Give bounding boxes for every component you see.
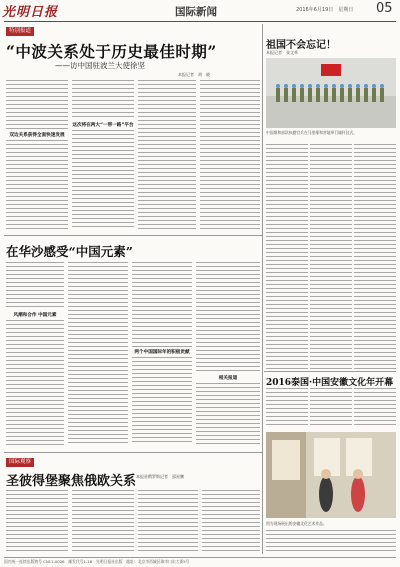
article2-subtitle: 相关报道: [218, 376, 238, 381]
newspaper-logo: 光明日报: [2, 5, 59, 20]
article4-text-column: [354, 144, 396, 369]
byline-article3: 本报驻俄罗斯记者 邵星鹏: [136, 474, 184, 479]
article5-text-column: [266, 388, 308, 428]
article1-text-column: [72, 80, 134, 120]
article1-text-column: [6, 80, 68, 130]
article1-text-column: [200, 80, 260, 230]
page-footer: 国内统一连续出版物号 CN11-0026 邮发代号1-16 光明日报社出版 地址：北京市西城区珠市口东大街5号: [4, 557, 396, 565]
issue-date: 2016年6月19日 星期日: [296, 7, 354, 13]
headline-warsaw-china-elements[interactable]: 在华沙感受“中国元素”: [6, 244, 133, 259]
photo-caption-article4: 中国维和部队执勤官兵在马里维和营地举行缅怀仪式。: [266, 130, 358, 135]
article2-text-column: [6, 320, 64, 445]
article3-text-column: [72, 490, 134, 552]
divider: [4, 452, 262, 453]
article2-text-column: [68, 262, 128, 445]
byline-article4: 本报记者 张文革: [266, 50, 298, 55]
article2-text-column: [6, 262, 64, 310]
column-divider: [262, 24, 263, 554]
article1-text-column: [72, 130, 134, 230]
headline-china-poland[interactable]: “中波关系处于历史最佳时期”: [6, 42, 217, 61]
article4-text-column: [266, 144, 308, 369]
section-title: 国际新闻: [175, 6, 217, 18]
photo-exhibition: [266, 432, 396, 518]
article5-text-column: [354, 388, 396, 428]
article1-subtitle: 这次将在两大“一带一路”平台: [72, 123, 134, 128]
headline-thailand-anhui-culture-year[interactable]: 2016泰国·中国安徽文化年开幕: [266, 378, 394, 388]
article5-text-column: [310, 388, 352, 428]
article2-subtitle: 两个中国国际年的积极贡献: [134, 350, 190, 355]
photo-caption-article5: 图为现场展出的安徽文化艺术作品。: [266, 521, 327, 526]
article3-text-column: [6, 490, 68, 552]
article2-subtitle: 风潮和合作 中国元素: [13, 313, 57, 318]
article1-text-column: [6, 140, 68, 230]
headline-motherland-will-not-forget[interactable]: 祖国不会忘记！: [266, 40, 336, 51]
article2-text-column: [132, 357, 192, 445]
article4-text-column: [310, 144, 352, 369]
article1-text-column: [138, 80, 196, 230]
section-tag-international-observation: 国际观察: [6, 458, 34, 467]
divider: [264, 371, 396, 372]
section-tag-special-report: 特别报道: [6, 27, 34, 36]
article1-subtitle: 双边关系获得全面快速发展: [9, 133, 65, 138]
byline-article1: 本报记者 胡 晓: [178, 72, 210, 77]
article2-text-column: [132, 262, 192, 347]
article5-text-column: [266, 530, 396, 552]
article2-text-column: [196, 383, 260, 445]
page-number: 05: [376, 1, 393, 16]
headline-st-petersburg[interactable]: 圣彼得堡聚焦俄欧关系: [6, 474, 137, 489]
photo-memorial-ceremony: [266, 58, 396, 128]
article3-text-column: [138, 490, 198, 552]
divider: [4, 235, 262, 236]
article2-text-column: [196, 262, 260, 372]
article3-text-column: [202, 490, 260, 552]
subhead-ambassador: ——访中国驻波兰大使徐坚: [55, 61, 145, 70]
